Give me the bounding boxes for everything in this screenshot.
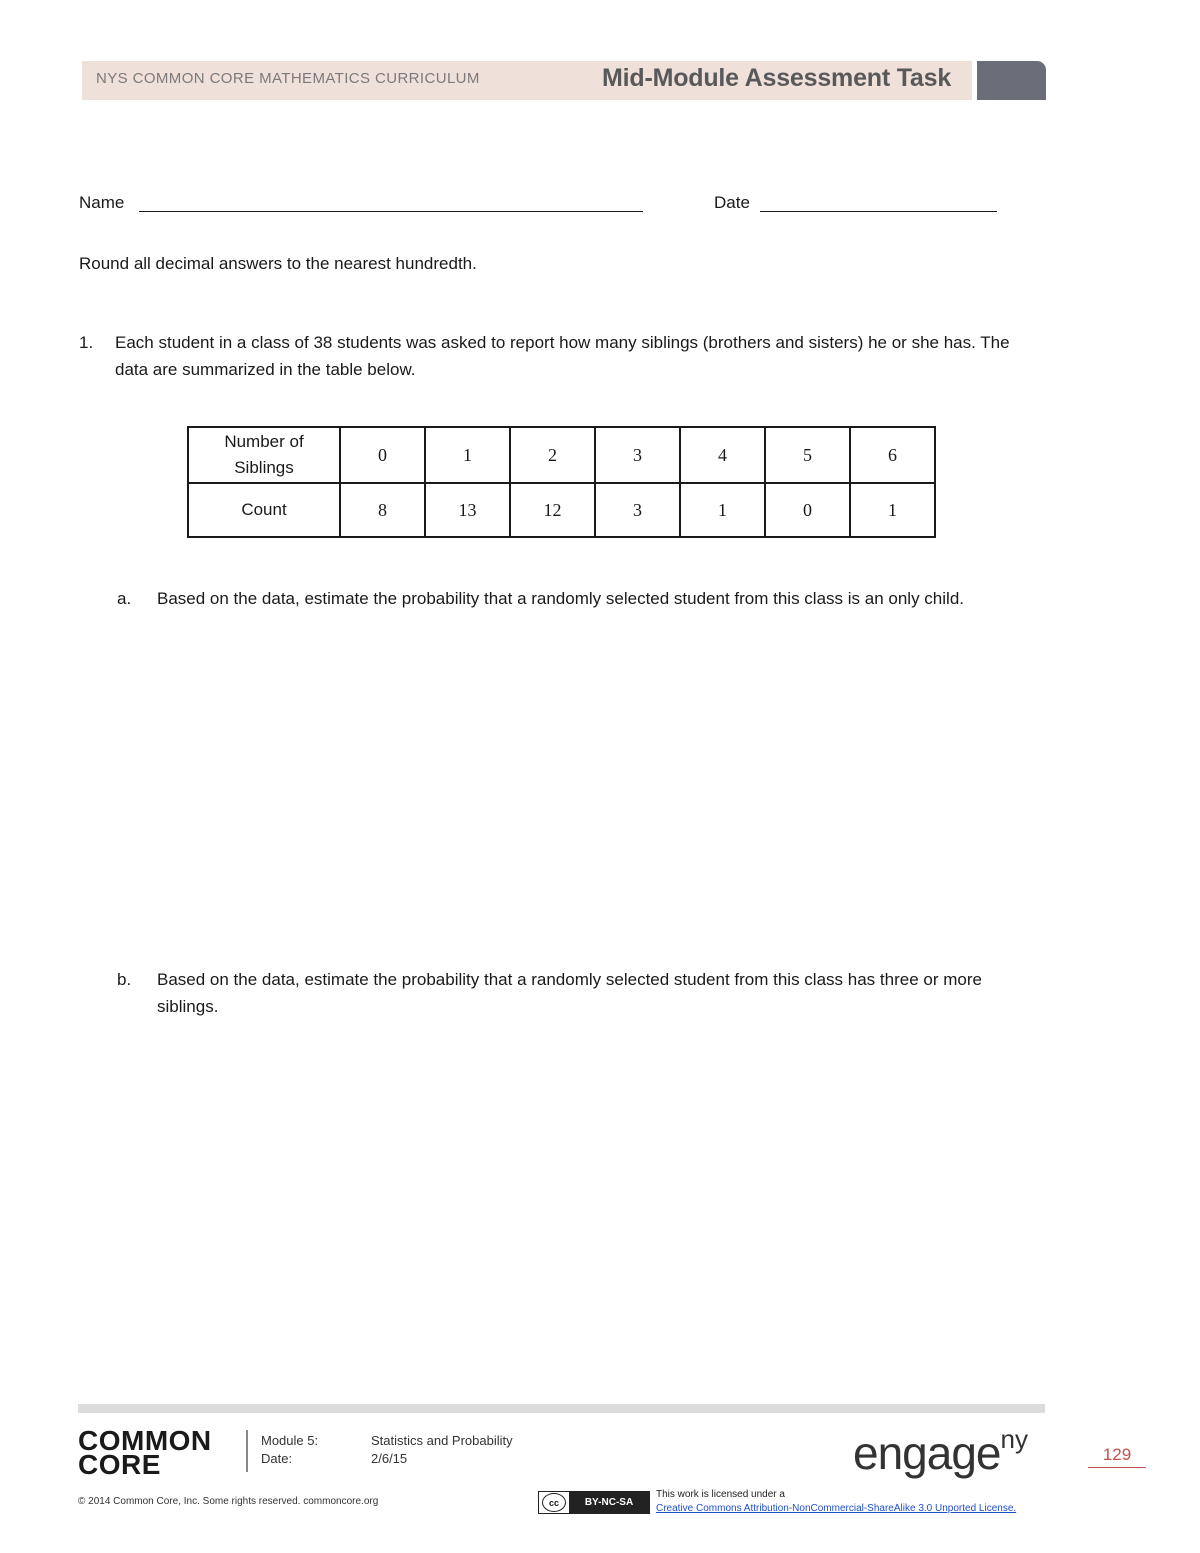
header-line: Siblings <box>234 458 294 477</box>
license-link[interactable]: Creative Commons Attribution-NonCommercial-ShareAlike 3.0 Unported License. <box>656 1503 1017 1514</box>
table-cell: 1 <box>680 483 765 537</box>
table-cell: 0 <box>765 483 850 537</box>
row-header-count: Count <box>188 483 340 537</box>
date-label: Date <box>714 193 750 212</box>
logo-line: CORE <box>78 1449 161 1480</box>
table-cell: 2 <box>510 427 595 483</box>
instructions: Round all decimal answers to the nearest hundredth. <box>79 254 477 273</box>
license-text: This work is licensed under a <box>656 1489 785 1500</box>
part-a-label: a. <box>117 589 132 608</box>
page-title: Mid-Module Assessment Task <box>602 64 952 92</box>
module-value: Statistics and Probability <box>371 1433 513 1448</box>
name-field[interactable] <box>139 211 643 212</box>
cc-license-badge[interactable] <box>538 1491 650 1514</box>
question-text: Each student in a class of 38 students was asked to report how many siblings (brothers and sisters) he or she has. The data are summarized in the table below. <box>115 333 1010 379</box>
creative-commons-icon: cc <box>542 1493 566 1512</box>
table-cell: 1 <box>425 427 510 483</box>
cc-badge-text: BY-NC-SA <box>569 1492 649 1513</box>
copyright: © 2014 Common Core, Inc. Some rights reserved. commoncore.org <box>78 1496 379 1507</box>
table-cell: 6 <box>850 427 935 483</box>
common-core-logo <box>78 1425 212 1480</box>
page-number: 129 <box>1088 1445 1146 1468</box>
table-cell: 1 <box>850 483 935 537</box>
table-row <box>188 427 935 483</box>
siblings-table <box>187 426 936 538</box>
date-footer-value: 2/6/15 <box>371 1451 408 1466</box>
logo-line: COMMON <box>78 1425 212 1456</box>
table-cell: 3 <box>595 483 680 537</box>
brand-text: engage <box>853 1427 1001 1479</box>
footer-divider <box>246 1430 248 1472</box>
header-line: Number of <box>224 432 304 451</box>
curriculum-title: NYS COMMON CORE MATHEMATICS CURRICULUM <box>96 70 480 87</box>
table-cell: 12 <box>510 483 595 537</box>
table-cell: 4 <box>680 427 765 483</box>
module-label: Module 5: <box>261 1433 319 1448</box>
row-header-siblings <box>188 427 340 483</box>
brand-sup: ny <box>1000 1424 1028 1454</box>
table-row <box>188 483 935 537</box>
part-a-text: Based on the data, estimate the probability that a randomly selected student from this class is an only child. <box>157 589 964 608</box>
table-cell: 0 <box>340 427 425 483</box>
engageny-logo <box>853 1426 1028 1480</box>
footer-rule <box>78 1404 1045 1413</box>
header-tab <box>977 61 1046 100</box>
date-footer-label: Date: <box>261 1451 293 1466</box>
part-b-label: b. <box>117 970 132 989</box>
table-cell: 13 <box>425 483 510 537</box>
table-cell: 8 <box>340 483 425 537</box>
date-field[interactable] <box>760 211 997 212</box>
name-label: Name <box>79 193 125 212</box>
table-cell: 5 <box>765 427 850 483</box>
question-number: 1. <box>79 333 94 352</box>
table-cell: 3 <box>595 427 680 483</box>
part-b-text: Based on the data, estimate the probability that a randomly selected student from this class has three or more siblings. <box>157 970 982 1016</box>
